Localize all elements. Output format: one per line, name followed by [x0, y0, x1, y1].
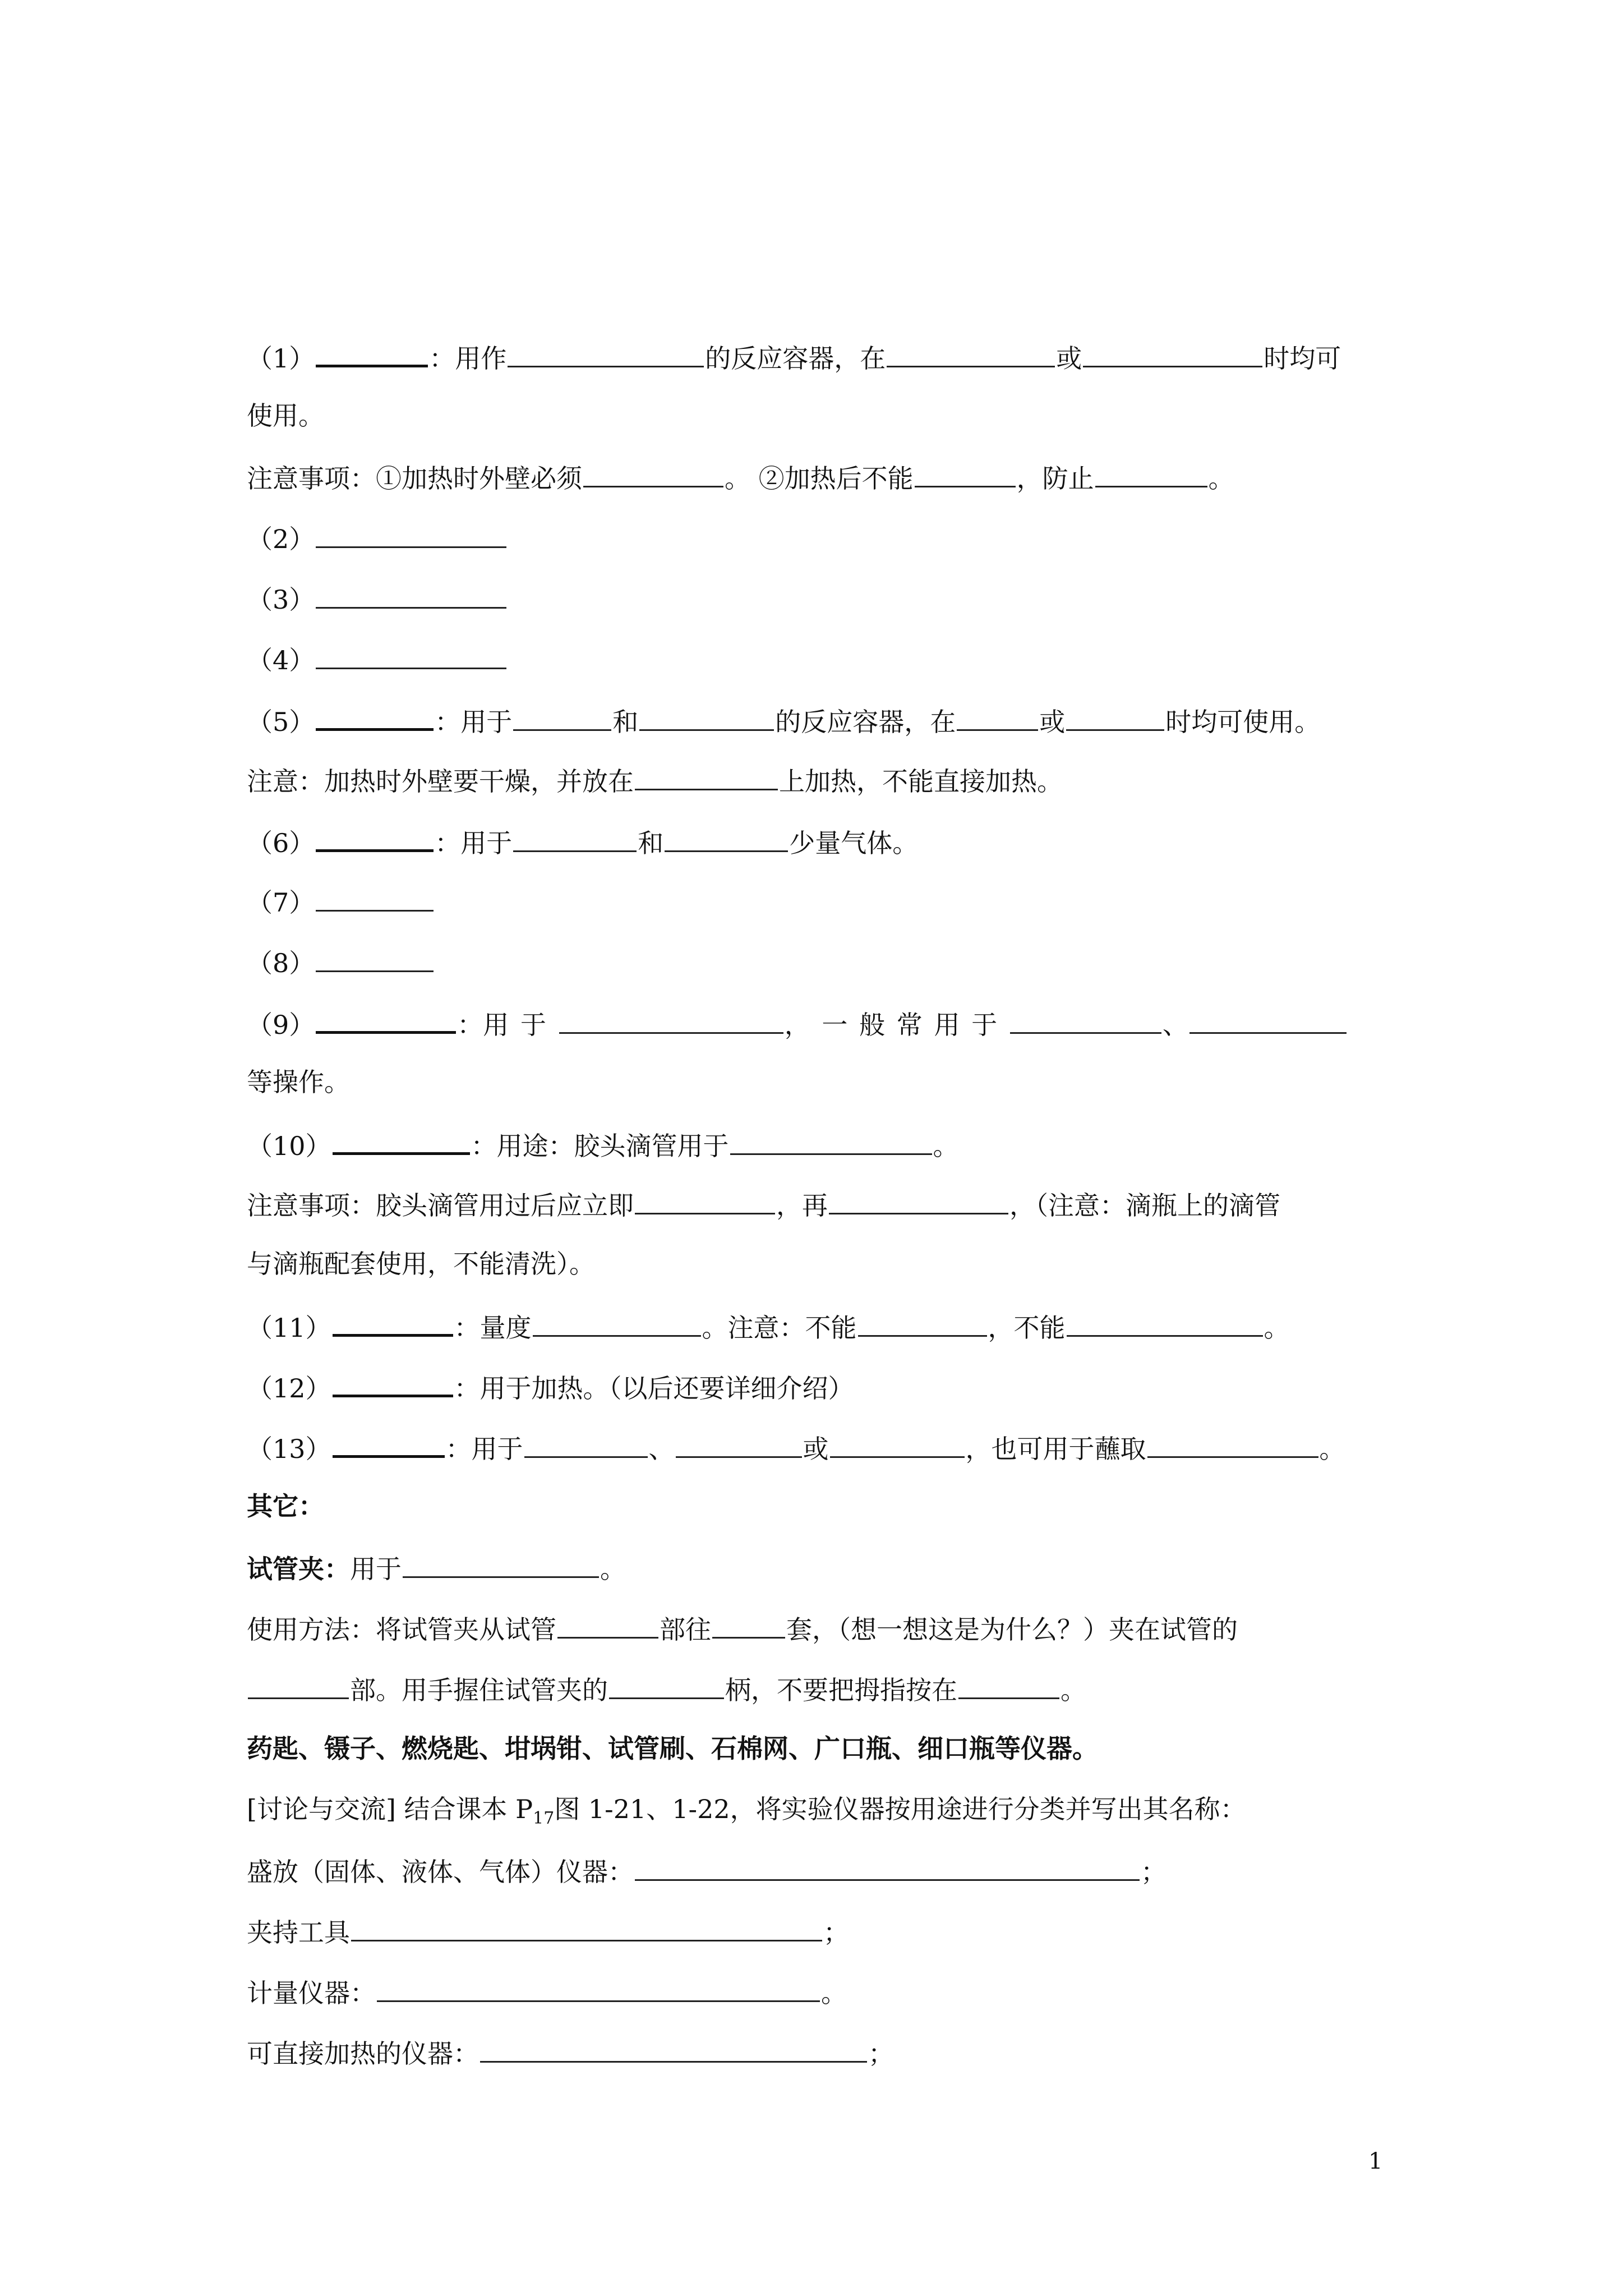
- answer-blank[interactable]: [1010, 1010, 1161, 1034]
- text: ，再: [776, 1190, 828, 1221]
- discussion-q2: [247, 1917, 849, 1948]
- answer-blank[interactable]: [635, 1857, 1140, 1881]
- item-9-line: [247, 1009, 1348, 1038]
- item-9-continuation: [247, 1069, 350, 1095]
- answer-blank[interactable]: [915, 463, 1016, 487]
- usage-line-2: [247, 1675, 1086, 1703]
- discussion-q3: [247, 1978, 847, 2006]
- text: 、: [1162, 1010, 1188, 1040]
- answer-blank[interactable]: [333, 1433, 445, 1458]
- text: ，一般常用于: [784, 1010, 1009, 1040]
- answer-blank[interactable]: [1083, 343, 1262, 367]
- item-6-line: [247, 827, 918, 856]
- answer-blank[interactable]: [830, 1434, 965, 1458]
- colon: ：: [457, 1010, 483, 1040]
- clamp-label: 试管夹：: [247, 1554, 350, 1584]
- text: 。: [1208, 463, 1234, 494]
- text: 夹持工具: [247, 1917, 350, 1948]
- item-3-line: [247, 585, 508, 613]
- text: 的反应容器，在: [775, 707, 956, 737]
- text: 。: [600, 1554, 626, 1584]
- colon: ：: [429, 343, 455, 374]
- text: ；: [868, 2039, 894, 2069]
- answer-blank[interactable]: [712, 1614, 785, 1639]
- text: 结合课本 P: [404, 1794, 533, 1824]
- text: 与滴瓶配套使用，不能清洗）。: [247, 1249, 595, 1279]
- text: 用作: [455, 343, 507, 374]
- text: 用于: [460, 828, 513, 858]
- text: 。: [1061, 1675, 1086, 1705]
- text: 。: [1319, 1434, 1345, 1464]
- usage-line-1: [247, 1614, 1238, 1645]
- discussion-q4: [247, 2039, 894, 2067]
- text: 使用。: [247, 401, 324, 431]
- answer-blank[interactable]: [583, 463, 723, 487]
- text: 。: [933, 1131, 959, 1161]
- item-13-line: [247, 1433, 1345, 1462]
- item-number: （6）: [247, 828, 315, 858]
- item-number: （7）: [247, 887, 315, 918]
- answer-blank[interactable]: [248, 1675, 349, 1699]
- page-number: 1: [1368, 2148, 1383, 2174]
- answer-blank[interactable]: [377, 1978, 820, 2002]
- answer-blank[interactable]: [557, 1614, 658, 1639]
- answer-blank[interactable]: [316, 948, 434, 972]
- answer-blank[interactable]: [316, 342, 428, 367]
- text: 柄，不要把拇指按在: [725, 1675, 957, 1705]
- note-10-line: [247, 1190, 1280, 1221]
- answer-blank[interactable]: [1189, 1010, 1347, 1034]
- answer-blank[interactable]: [559, 1010, 783, 1034]
- answer-blank[interactable]: [513, 828, 637, 852]
- answer-blank[interactable]: [730, 1131, 932, 1155]
- colon: ：: [454, 1313, 480, 1343]
- text: 使用方法：将试管夹从试管: [247, 1614, 556, 1645]
- answer-blank[interactable]: [316, 585, 506, 609]
- discussion-label: [讨论与交流]: [247, 1794, 396, 1824]
- text: ，（注意：滴瓶上的滴管: [1009, 1190, 1280, 1221]
- item-number: （11）: [247, 1313, 331, 1343]
- colon: ：: [435, 828, 461, 858]
- text: 用于: [460, 707, 513, 737]
- item-5-line: [247, 706, 1320, 735]
- text: 部往: [660, 1614, 711, 1645]
- answer-blank[interactable]: [333, 1372, 453, 1397]
- colon: ：: [435, 707, 461, 737]
- item-number: （9）: [247, 1010, 315, 1040]
- text: 套，（想一想这是为什么？）夹在试管的: [786, 1614, 1238, 1645]
- text: 。注意：不能: [702, 1313, 857, 1343]
- answer-blank[interactable]: [403, 1554, 599, 1578]
- answer-blank[interactable]: [858, 1313, 987, 1337]
- text: 或: [1056, 343, 1082, 374]
- text: 等操作。: [247, 1067, 350, 1097]
- text: 。: [1264, 1313, 1290, 1343]
- item-number: （3）: [247, 585, 315, 615]
- note-1-line: [247, 463, 1234, 494]
- answer-blank[interactable]: [957, 707, 1038, 731]
- answer-blank[interactable]: [333, 1312, 453, 1337]
- others-heading: 其它：: [247, 1491, 324, 1521]
- discussion-line: [247, 1796, 1246, 1827]
- text: 或: [1039, 707, 1066, 737]
- text: 或: [803, 1434, 829, 1464]
- item-number: （8）: [247, 948, 315, 978]
- text: 注意事项：胶头滴管用过后应立即: [247, 1190, 634, 1221]
- text: 时均可: [1264, 343, 1341, 374]
- text: 部。用手握住试管夹的: [350, 1675, 608, 1705]
- answer-blank[interactable]: [316, 887, 434, 912]
- answer-blank[interactable]: [508, 343, 704, 367]
- text: 时均可使用。: [1165, 707, 1321, 737]
- answer-blank[interactable]: [635, 766, 778, 790]
- item-number: （2）: [247, 524, 315, 554]
- text: ，也可用于蘸取: [965, 1434, 1146, 1464]
- text: 用途：胶头滴管用于: [496, 1131, 729, 1161]
- colon: ：: [471, 1131, 497, 1161]
- text: 盛放（固体、液体、气体）仪器：: [247, 1857, 634, 1887]
- text: 计量仪器：: [247, 1978, 376, 2008]
- answer-blank[interactable]: [316, 706, 434, 731]
- text: 。: [821, 1978, 847, 2008]
- text: 注意：加热时外壁要干燥，并放在: [247, 766, 634, 797]
- text: 。 ②加热后不能: [725, 463, 914, 494]
- answer-blank[interactable]: [1066, 707, 1164, 731]
- answer-blank[interactable]: [829, 1190, 1008, 1214]
- text: ，不能: [988, 1313, 1066, 1343]
- answer-blank[interactable]: [639, 707, 774, 731]
- answer-blank[interactable]: [316, 1009, 456, 1034]
- answer-blank[interactable]: [1067, 1313, 1263, 1337]
- answer-blank[interactable]: [316, 524, 506, 548]
- item-number: （1）: [247, 343, 315, 374]
- text: ，防止: [1016, 463, 1094, 494]
- discussion-q1: [247, 1857, 1166, 1885]
- item-1-continuation: [247, 403, 324, 429]
- answer-blank[interactable]: [609, 1675, 724, 1699]
- answer-blank[interactable]: [1147, 1434, 1318, 1458]
- text: 用于: [483, 1010, 558, 1040]
- answer-blank[interactable]: [333, 1130, 470, 1155]
- text: 少量气体。: [789, 828, 919, 858]
- text: 、: [648, 1434, 675, 1464]
- note-10-continuation: [247, 1251, 595, 1277]
- text: 用于: [350, 1554, 402, 1584]
- item-7-line: [247, 887, 435, 918]
- item-number: （12）: [247, 1373, 331, 1404]
- test-tube-clamp-line: [247, 1554, 626, 1582]
- text: 注意事项：①加热时外壁必须: [247, 463, 582, 494]
- colon: ：: [454, 1373, 480, 1404]
- text: 图 1-21、1-22，将实验仪器按用途进行分类并写出其名称：: [554, 1794, 1246, 1824]
- item-number: （13）: [247, 1434, 331, 1464]
- answer-blank[interactable]: [480, 2039, 867, 2063]
- page-subscript: 17: [533, 1809, 555, 1828]
- item-number: （10）: [247, 1131, 331, 1161]
- item-10-line: [247, 1130, 959, 1159]
- colon: ：: [445, 1434, 472, 1464]
- answer-blank[interactable]: [635, 1190, 775, 1214]
- text: 用于: [471, 1434, 523, 1464]
- item-2-line: [247, 524, 508, 552]
- answer-blank[interactable]: [665, 828, 788, 852]
- answer-blank[interactable]: [524, 1434, 648, 1458]
- item-1-line: [247, 342, 1341, 374]
- item-8-line: [247, 948, 435, 976]
- item-11-line: [247, 1312, 1290, 1341]
- other-instruments-line: 药匙、镊子、燃烧匙、坩埚钳、试管刷、石棉网、广口瓶、细口瓶等仪器。: [247, 1733, 1098, 1764]
- answer-blank[interactable]: [1095, 463, 1207, 487]
- answer-blank[interactable]: [316, 645, 506, 669]
- answer-blank[interactable]: [676, 1434, 802, 1458]
- answer-blank[interactable]: [533, 1313, 701, 1337]
- item-12-line: [247, 1372, 854, 1404]
- note-5-line: [247, 766, 1063, 797]
- text: 和: [612, 707, 639, 737]
- answer-blank[interactable]: [513, 707, 611, 731]
- text: 上加热，不能直接加热。: [779, 766, 1063, 797]
- answer-blank[interactable]: [958, 1675, 1059, 1699]
- item-4-line: [247, 645, 508, 673]
- text: 和: [638, 828, 664, 858]
- text: ；: [1141, 1857, 1166, 1887]
- answer-blank[interactable]: [316, 827, 434, 852]
- item-number: （4）: [247, 645, 315, 675]
- item-number: （5）: [247, 707, 315, 737]
- text: ；: [823, 1917, 849, 1948]
- text: 量度: [479, 1313, 532, 1343]
- answer-blank[interactable]: [351, 1917, 822, 1941]
- text: 的反应容器，在: [705, 343, 886, 374]
- text: 用于加热。（以后还要详细介绍）: [479, 1373, 854, 1404]
- answer-blank[interactable]: [887, 343, 1055, 367]
- text: 可直接加热的仪器：: [247, 2039, 479, 2069]
